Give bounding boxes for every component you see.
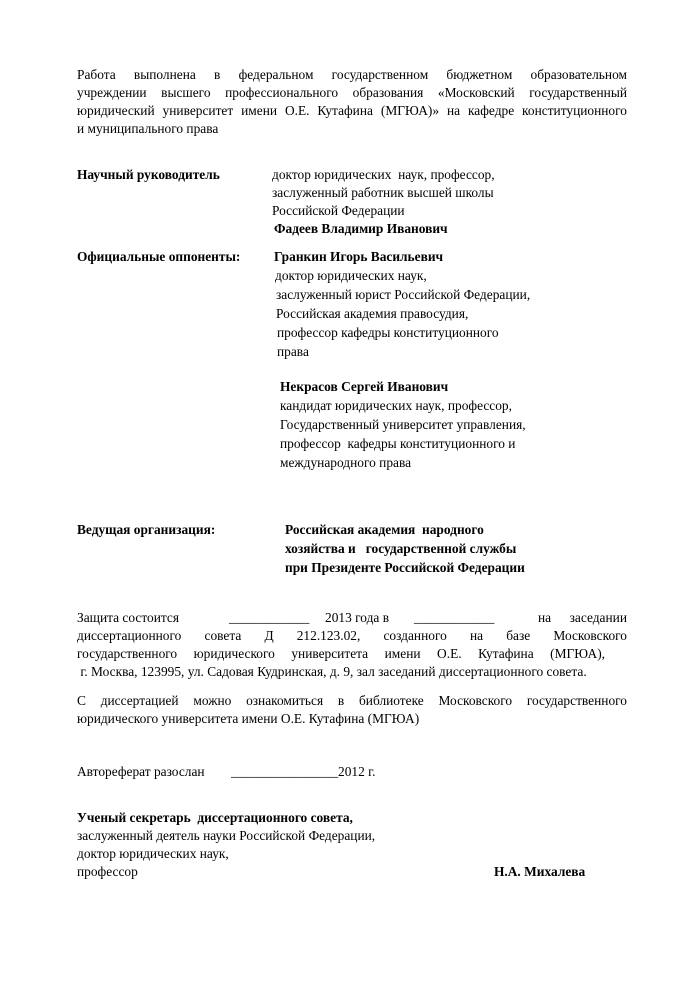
lead-org-line: при Президенте Российской Федерации: [285, 560, 525, 575]
opponent-name: Некрасов Сергей Иванович: [280, 379, 449, 394]
date-blank: ____________: [229, 610, 310, 625]
intro-line: Работа выполнена в федеральном государственном бюджетном образовательном: [77, 67, 627, 82]
library-line: С диссертацией можно ознакомиться в библиотеке Московского государственного: [77, 693, 627, 708]
defense-line: г. Москва, 123995, ул. Садовая Кудринская, д. 9, зал заседаний диссертационного совета.: [77, 664, 587, 679]
defense-year: 2013 года в: [325, 610, 390, 625]
intro-line: и муниципального права: [77, 121, 219, 136]
opponents-label: Официальные оппоненты:: [77, 249, 241, 264]
secretary-detail: доктор юридических наук,: [77, 846, 229, 861]
abstract-sent-label: Автореферат разослан: [77, 764, 205, 779]
supervisor-detail: Российской Федерации: [272, 203, 405, 218]
intro-line: юридический университет имени О.Е. Кутафина (МГЮА)» на кафедре конституционного: [77, 103, 627, 118]
lead-org-line: Российская академия народного: [285, 522, 484, 537]
opponent-detail: Государственный университет управления,: [280, 417, 526, 432]
opponent-name: Гранкин Игорь Васильевич: [274, 249, 444, 264]
supervisor-detail: заслуженный работник высшей школы: [272, 185, 494, 200]
opponent-detail: заслуженный юрист Российской Федерации,: [276, 287, 531, 302]
opponent-detail: международного права: [280, 455, 412, 470]
defense-line: диссертационного совета Д 212.123.02, созданного на базе Московского: [77, 628, 627, 643]
secretary-detail: профессор: [77, 864, 138, 879]
abstract-year: 2012 г.: [338, 764, 376, 779]
secretary-title: Ученый секретарь диссертационного совета,: [77, 810, 353, 825]
abstract-date-blank: ________________: [231, 764, 339, 779]
opponent-detail: права: [277, 344, 309, 359]
library-line: юридического университета имени О.Е. Кутафина (МГЮА): [77, 711, 420, 726]
secretary-name: Н.А. Михалева: [494, 864, 586, 879]
secretary-detail: заслуженный деятель науки Российской Федерации,: [77, 828, 376, 843]
opponent-detail: доктор юридических наук,: [275, 268, 427, 283]
opponent-detail: профессор кафедры конституционного и: [280, 436, 516, 451]
defense-start: Защита состоится: [77, 610, 180, 625]
supervisor-detail: доктор юридических наук, профессор,: [272, 167, 495, 182]
lead-org-line: хозяйства и государственной службы: [285, 541, 517, 556]
supervisor-name: Фадеев Владимир Иванович: [274, 221, 448, 236]
opponent-detail: профессор кафедры конституционного: [277, 325, 499, 340]
time-blank: ____________: [414, 610, 495, 625]
opponent-detail: Российская академия правосудия,: [276, 306, 469, 321]
intro-line: учреждении высшего профессионального образования «Московский государственный: [77, 85, 627, 100]
opponent-detail: кандидат юридических наук, профессор,: [280, 398, 512, 413]
defense-end: на заседании: [538, 610, 627, 625]
lead-org-label: Ведущая организация:: [77, 522, 216, 537]
defense-line: государственного юридического университета имени О.Е. Кутафина (МГЮА),: [77, 646, 605, 661]
supervisor-label: Научный руководитель: [77, 167, 220, 182]
